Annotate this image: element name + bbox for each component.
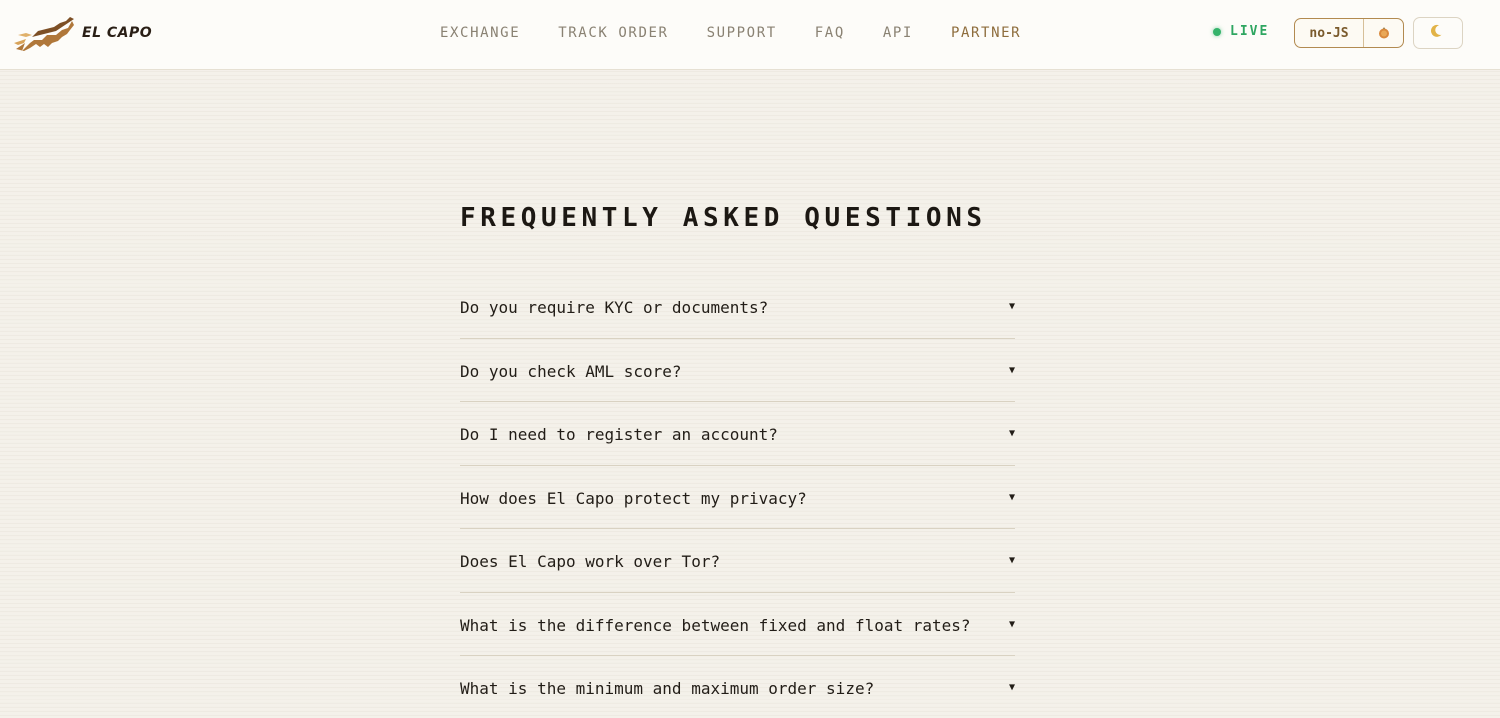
faq-item[interactable]: [460, 466, 1015, 530]
nav-track-order-link[interactable]: TRACK ORDER: [558, 25, 669, 41]
faq-list: [460, 275, 1015, 718]
brand-name: EL CAPO: [82, 25, 153, 41]
top-navigation-bar: [0, 0, 1500, 70]
faq-question[interactable]: Does El Capo work over Tor?: [460, 552, 721, 571]
faq-item[interactable]: [460, 275, 1015, 339]
faq-item[interactable]: [460, 402, 1015, 466]
faq-question[interactable]: What is the minimum and maximum order size?: [460, 679, 875, 698]
theme-toggle-button[interactable]: [1413, 17, 1463, 49]
caret-down-icon[interactable]: ▼: [1008, 682, 1015, 693]
caret-down-icon[interactable]: ▼: [1008, 364, 1015, 376]
main-nav: [440, 0, 1059, 66]
faq-item[interactable]: [460, 339, 1015, 403]
nav-partner-link[interactable]: PARTNER: [950, 25, 1022, 41]
faq-question[interactable]: Do I need to register an account?: [460, 425, 778, 444]
faq-question[interactable]: Do you require KYC or documents?: [460, 298, 769, 317]
caret-down-icon[interactable]: ▼: [1008, 301, 1015, 312]
faq-item[interactable]: [460, 529, 1015, 593]
nojs-toggle[interactable]: [1294, 18, 1404, 48]
brand-home-link[interactable]: [12, 12, 152, 54]
nav-support-link[interactable]: SUPPORT: [706, 25, 777, 41]
nav-api-link[interactable]: API: [882, 25, 913, 41]
faq-question[interactable]: How does El Capo protect my privacy?: [460, 488, 807, 508]
live-label: LIVE: [1230, 24, 1270, 39]
live-status: [1213, 24, 1269, 39]
live-dot-icon: [1213, 28, 1221, 36]
nav-faq-link[interactable]: FAQ: [814, 25, 845, 41]
nav-exchange-link[interactable]: EXCHANGE: [440, 25, 521, 41]
bull-icon: [12, 13, 78, 53]
faq-item[interactable]: [460, 593, 1015, 657]
caret-down-icon[interactable]: ▼: [1008, 618, 1015, 630]
page-title: FREQUENTLY ASKED QUESTIONS: [460, 203, 987, 233]
nojs-label[interactable]: no-JS: [1295, 19, 1364, 47]
faq-item[interactable]: [460, 656, 1015, 718]
moon-icon: [1430, 23, 1446, 43]
caret-down-icon[interactable]: ▼: [1008, 428, 1015, 439]
faq-question[interactable]: What is the difference between fixed and float rates?: [460, 615, 971, 635]
caret-down-icon[interactable]: ▼: [1008, 491, 1015, 503]
caret-down-icon[interactable]: ▼: [1008, 555, 1015, 566]
faq-question[interactable]: Do you check AML score?: [460, 361, 682, 381]
onion-icon[interactable]: [1364, 19, 1403, 47]
